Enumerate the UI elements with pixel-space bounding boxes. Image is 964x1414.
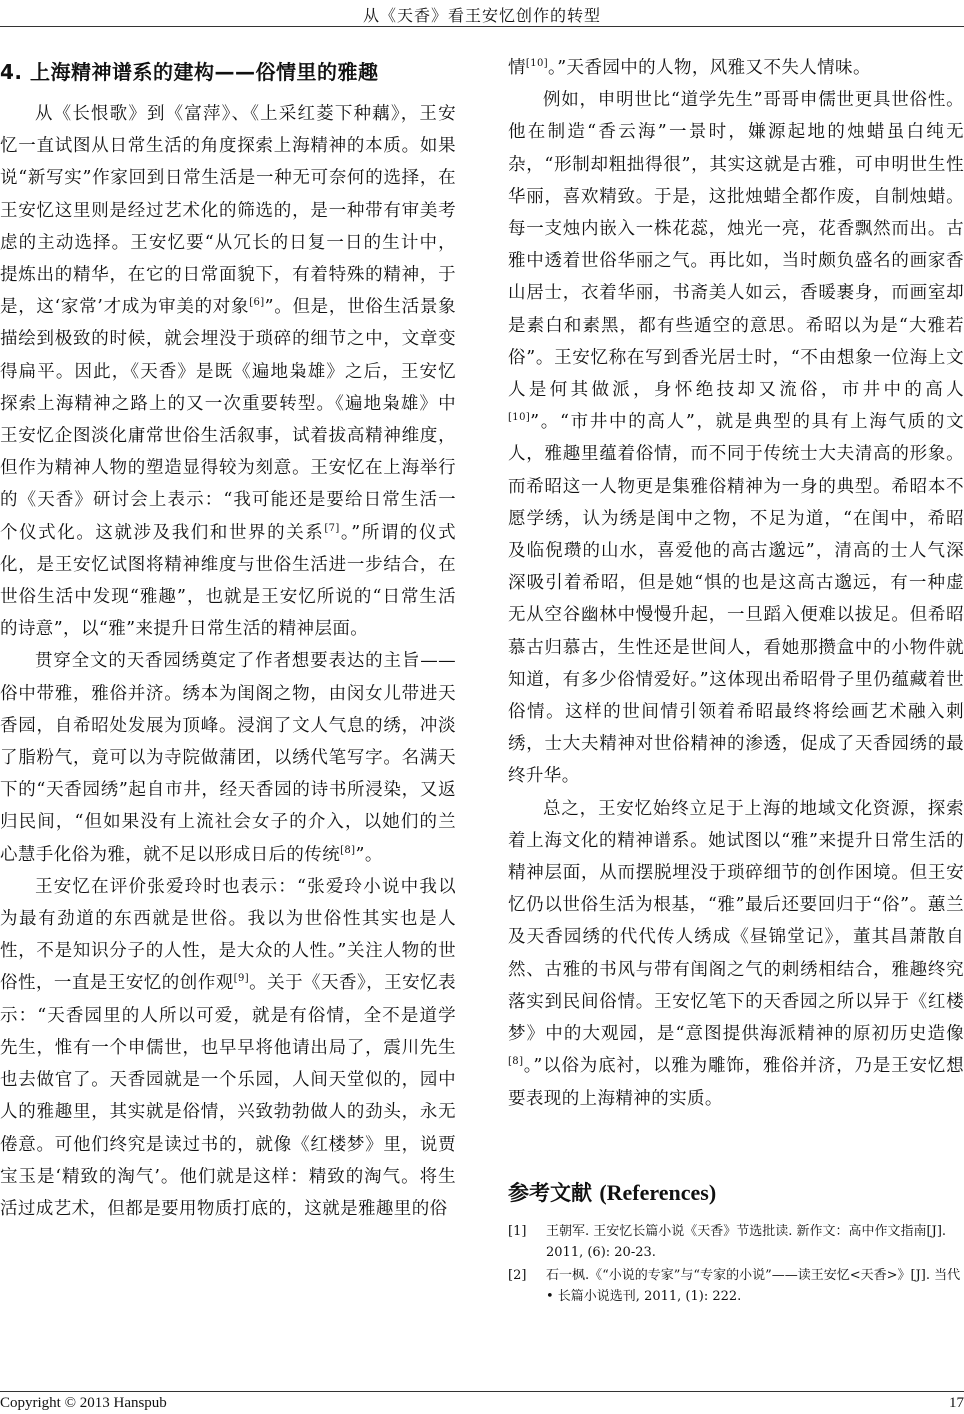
reference-text: 王朝军. 王安忆长篇小说《天香》节选批读. 新作文：高中作文指南[J]. 2011, (6): 20-23.	[546, 1223, 947, 1260]
paragraph-continued	[508, 52, 964, 84]
text-run: 总之，王安忆始终立足于上海的地域文化资源，探索着上海文化的精神谱系。她试图以“雅”来提升日常生活的精神层面，从而摆脱埋没于琐碎细节的创作困境。但王安忆仍以世俗生活为根基，“雅”最后还要回归于“俗”。蕙兰及天香园绣的代代传人绣成《昼锦堂记》，董其昌萧散自然、古雅的书风与带有闺阁之气的刺绣相结合，雅趣终究落实到民间俗情。王安忆笔下的天香园之所以异于《红楼梦》中的大观园，是“意图提供海派精神的原初历史造像	[508, 798, 964, 1045]
paragraph	[508, 84, 964, 792]
text-run: 从《长恨歌》到《富萍》、《上采红菱下种藕》，王安忆一直试图从日常生活的角度探索上海精神的本质。如果说“新写实”作家回到日常生活是一种无可奈何的选择，在王安忆这里则是经过艺术化的筛选的，是一种带有审美考虑的主动选择。王安忆要“从冗长的日复一日的生计中，提炼出的精华，在它的日常面貌下，有着特殊的精神，于是，这‘家常’才成为审美的对象	[0, 104, 456, 318]
page-number: 17	[949, 1395, 964, 1411]
text-run: 。关于《天香》，王安忆表示：“天香园里的人所以可爱，就是有俗情，全不是道学先生，惟有一个申儒世，也早早将他请出局了，震川先生也去做官了。天香园就是一个乐园，人间天堂似的，园中人的雅趣里，其实就是俗情，兴致勃勃做人的劲头，永无倦意。可他们终究是读过书的，就像《红楼梦》里，说贾宝玉是‘精致的淘气’。他们就是这样：精致的淘气。将生活过成艺术，但都是要用物质打底的，这就是雅趣里的俗	[0, 973, 456, 1219]
citation-marker: [9]	[233, 973, 250, 985]
paragraph	[0, 645, 456, 870]
text-run: ”。但是，世俗生活景象描绘到极致的时候，就会埋没于琐碎的细节之中，文章变得扁平。因此，《天香》是既《遍地枭雄》之后，王安忆探索上海精神之路上的又一次重要转型。《遍地枭雄》中王安忆企图淡化庸常世俗生活叙事，试着拔高精神维度，但作为精神人物的塑造显得较为刻意。王安忆在上海举行的《天香》研讨会上表示：“我可能还是要给日常生活一个仪式化。这就涉及我们和世界的关系	[0, 297, 456, 543]
footer-rule	[0, 1391, 964, 1392]
running-header: 从《天香》看王安忆创作的转型	[362, 6, 601, 25]
text-run: 贯穿全文的天香园绣奠定了作者想要表达的主旨——俗中带雅，雅俗并济。绣本为闺阁之物，由闵女儿带进天香园，自希昭处发展为顶峰。浸润了文人气息的绣，冲淡了脂粉气，竟可以为寺院做蒲团，以绣代笔写字。名满天下的“天香园绣”起自市井，经天香园的诗书所浸染，又返归民间，“但如果没有上流社会女子的介入，以她们的兰心慧手化俗为雅，就不足以形成日后的传统	[0, 651, 456, 865]
text-run: 。”以俗为底衬，以雅为雕饰，雅俗并济，乃是王安忆想要表现的上海精神的实质。	[508, 1056, 964, 1109]
text-run: 。”天香园中的人物，风雅又不失人情味。	[548, 58, 871, 78]
header-rule	[0, 26, 964, 27]
references-title-cn: 参考文献	[508, 1180, 592, 1205]
reference-item	[508, 1265, 964, 1307]
reference-number: [1]	[508, 1223, 527, 1239]
text-run: 例如，申明世比“道学先生”哥哥申儒世更具世俗性。他在制造“香云海”一景时，嫌源起地的烛蜡虽白纯无杂，“形制却粗拙得很”，其实这就是古雅，可申明世生性华丽，喜欢精致。于是，这批烛蜡全都作废，自制烛蜡。每一支烛内嵌入一株花蕊，烛光一亮，花香飘然而出。古雅中透着世俗华丽之气。再比如，当时颇负盛名的画家香山居士，衣着华丽，书斋美人如云，香暖裹身，而画室却是素白和素黑，都有些遁空的意思。希昭以为是“大雅若俗”。王安忆称在写到香光居士时，“不由想象一位海上文人是何其做派，身怀绝技却又流俗，市井中的高人	[508, 90, 964, 401]
paragraph	[0, 871, 456, 1225]
reference-item	[508, 1221, 964, 1263]
text-run: 王安忆在评价张爱玲时也表示：“张爱玲小说中我以为最有劲道的东西就是世俗。我以为世俗性其实也是人性，不是知识分子的人性，是大众的人性。”关注人物的世俗性，一直是王安忆的创作观	[0, 876, 456, 994]
reference-number: [2]	[508, 1267, 527, 1283]
text-run: ”。“市井中的高人”，就是典型的具有上海气质的文人，雅趣里蕴着俗情，而不同于传统士大夫清高的形象。而希昭这一人物更是集雅俗精神为一身的典型。希昭本不愿学绣，认为绣是闺中之物，不足为道，“在闺中，希昭及临倪瓒的山水，喜爱他的高古邈远”，清高的士人气深深吸引着希昭，但是她“惧的也是这高古邈远，有一种虚无从空谷幽林中慢慢升起，一旦蹈入便难以拔足。但希昭慕古归慕古，生性还是世间人，看她那攒盒中的小物件就知道，有多少俗情爱好。”这体现出希昭骨子里仍蕴藏着世俗情。这样的世间情引领着希昭最终将绘画艺术融入刺绣，士大夫精神对世俗精神的渗透，促成了天香园绣的最终升华。	[508, 412, 964, 787]
footer-copyright: Copyright © 2013 Hanspub	[0, 1395, 167, 1411]
paragraph	[0, 98, 456, 645]
section-title: 4. 上海精神谱系的建构——俗情里的雅趣	[0, 60, 379, 84]
references-heading	[508, 1177, 964, 1207]
text-run: ”。	[355, 844, 383, 865]
paragraph	[508, 793, 964, 1115]
text-run: 。”所谓的仪式化，是王安忆试图将精神维度与世俗生活进一步结合，在世俗生活中发现“雅趣”，也就是王安忆所说的“日常生活的诗意”，以“雅”来提升日常生活的精神层面。	[0, 522, 456, 640]
citation-marker: [8]	[340, 844, 356, 856]
right-column	[508, 52, 964, 1309]
citation-marker: [6]	[249, 297, 265, 309]
citation-marker: [10]	[508, 412, 531, 424]
citation-marker: [10]	[525, 58, 549, 69]
citation-marker: [7]	[324, 522, 340, 534]
text-run: 情	[508, 58, 526, 78]
reference-text: 石一枫.《“小说的专家”与“专家的小说”——读王安忆<天香>》[J]. 当代 • 长篇小说选刊, 2011, (1): 222.	[546, 1267, 961, 1304]
left-column	[0, 52, 456, 1225]
references-title-en: (References)	[599, 1179, 717, 1205]
citation-marker: [8]	[508, 1056, 524, 1068]
